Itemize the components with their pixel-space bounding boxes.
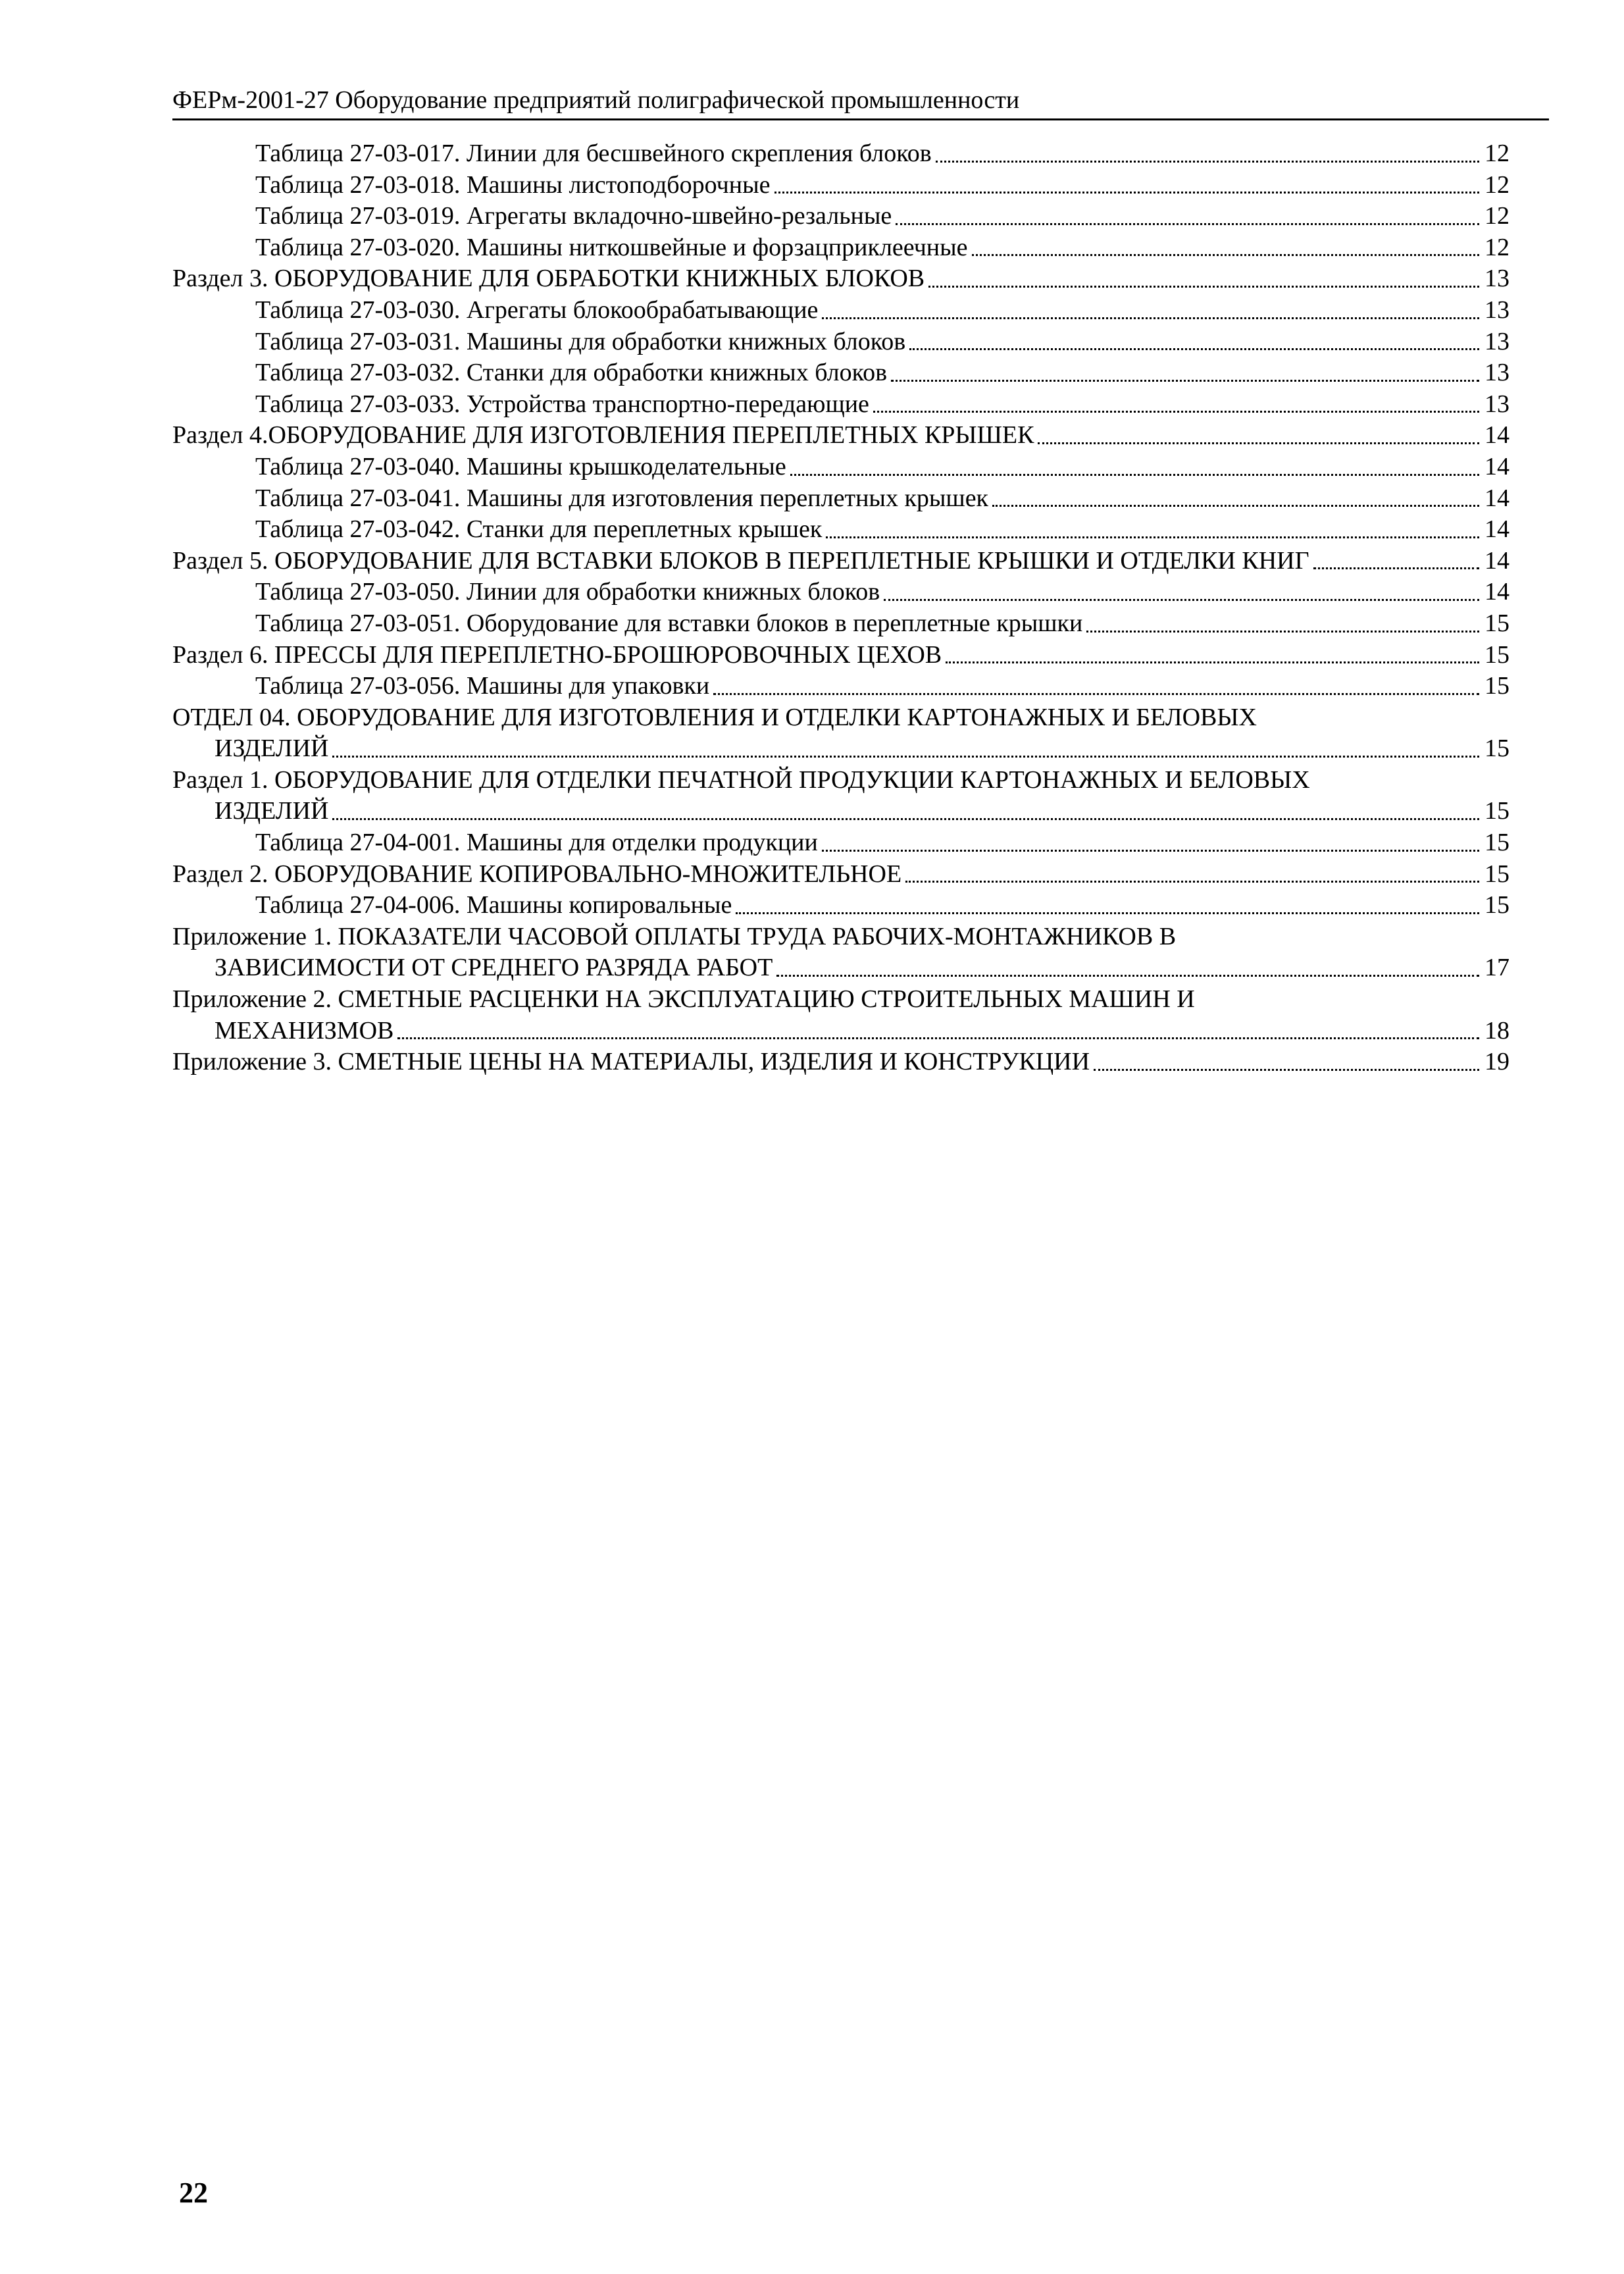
dot-leader <box>736 912 1479 914</box>
dot-leader <box>873 411 1479 413</box>
toc-entry-page: 12 <box>1484 202 1510 230</box>
dot-leader <box>909 348 1479 350</box>
toc-entry-title: Таблица 27-03-017. Линии для бесшвейного скрепления блоков <box>255 140 932 167</box>
toc-entry-title-line2: ИЗДЕЛИЙ <box>215 735 329 763</box>
page-number: 22 <box>179 2177 208 2209</box>
toc-entry-table-27-03-041 <box>172 483 1510 515</box>
toc-entry-page: 19 <box>1484 1048 1510 1076</box>
toc-entry-page: 13 <box>1484 359 1510 387</box>
toc-entry-title: Таблица 27-03-056. Машины для упаковки <box>255 672 710 700</box>
toc-entry-title: Таблица 27-03-031. Машины для обработки книжных блоков <box>255 327 906 355</box>
toc-entry-title: Таблица 27-03-033. Устройства транспортно-передающие <box>255 390 869 418</box>
toc-entry-page: 15 <box>1484 609 1510 637</box>
toc-entry-title: Таблица 27-03-041. Машины для изготовления переплетных крышек <box>255 484 989 512</box>
running-header: ФЕРм-2001-27 Оборудование предприятий полиграфической промышленности <box>172 82 1549 120</box>
toc-entry-page: 18 <box>1484 1016 1510 1045</box>
toc-entry-table-27-03-031 <box>172 326 1510 358</box>
dot-leader <box>1313 567 1479 569</box>
toc-entry-section-6 <box>172 640 1510 671</box>
toc-entry-page: 17 <box>1484 954 1510 982</box>
toc-entry-page: 12 <box>1484 170 1510 199</box>
dot-leader <box>774 192 1480 194</box>
toc-entry-table-27-03-030 <box>172 295 1510 326</box>
dot-leader <box>972 254 1479 256</box>
toc-entry-title: Таблица 27-03-020. Машины ниткошвейные и форзацприклеечные <box>255 233 968 261</box>
dot-leader <box>1086 631 1479 633</box>
toc-entry-section-5 <box>172 546 1510 577</box>
toc-entry-title: Раздел 2. ОБОРУДОВАНИЕ КОПИРОВАЛЬНО-МНОЖИТЕЛЬНОЕ <box>172 860 902 888</box>
toc-entry-appendix-1 <box>172 921 1510 984</box>
toc-entry-table-27-03-042 <box>172 514 1510 546</box>
dot-leader <box>822 850 1479 852</box>
toc-entry-table-27-03-050 <box>172 577 1510 608</box>
toc-entry-table-27-03-020 <box>172 232 1510 264</box>
dot-leader <box>826 536 1479 538</box>
toc-entry-title: Таблица 27-04-001. Машины для отделки продукции <box>255 829 818 857</box>
toc-entry-page: 15 <box>1484 735 1510 763</box>
toc-entry-title: Таблица 27-04-006. Машины копировальные <box>255 891 732 919</box>
toc-entry-title: Таблица 27-03-042. Станки для переплетных крышек <box>255 515 823 544</box>
toc-entry-title-line2: ЗАВИСИМОСТИ ОТ СРЕДНЕГО РАЗРЯДА РАБОТ <box>215 954 773 982</box>
table-of-contents <box>172 138 1510 1078</box>
toc-entry-title-line2: МЕХАНИЗМОВ <box>215 1016 394 1045</box>
dot-leader <box>891 380 1479 382</box>
toc-entry-title: Таблица 27-03-019. Агрегаты вкладочно-швейно-резальные <box>255 202 892 230</box>
toc-entry-title-line2: ИЗДЕЛИЙ <box>215 797 329 825</box>
toc-entry-page: 12 <box>1484 233 1510 261</box>
toc-entry-section-1 <box>172 765 1510 827</box>
dot-leader <box>332 818 1479 820</box>
toc-entry-title: Таблица 27-03-032. Станки для обработки книжных блоков <box>255 359 888 387</box>
toc-entry-title: Раздел 6. ПРЕССЫ ДЛЯ ПЕРЕПЛЕТНО-БРОШЮРОВОЧНЫХ ЦЕХОВ <box>172 640 942 669</box>
toc-entry-title-line1: Приложение 2. СМЕТНЫЕ РАСЦЕНКИ НА ЭКСПЛУАТАЦИЮ СТРОИТЕЛЬНЫХ МАШИН И <box>172 985 1195 1014</box>
dot-leader <box>928 286 1479 288</box>
toc-entry-page: 14 <box>1484 421 1510 450</box>
toc-entry-table-27-03-032 <box>172 357 1510 389</box>
dot-leader <box>776 975 1479 977</box>
toc-entry-table-27-03-051 <box>172 608 1510 640</box>
dot-leader <box>946 661 1479 663</box>
toc-entry-title: Таблица 27-03-018. Машины листоподборочные <box>255 170 771 199</box>
toc-entry-table-27-03-019 <box>172 201 1510 232</box>
toc-entry-appendix-3 <box>172 1047 1510 1078</box>
dot-leader <box>397 1037 1479 1039</box>
dot-leader <box>992 505 1479 507</box>
dot-leader <box>332 756 1479 758</box>
dot-leader <box>896 223 1479 225</box>
toc-entry-page: 14 <box>1484 515 1510 544</box>
toc-entry-page: 15 <box>1484 860 1510 888</box>
toc-entry-table-27-03-033 <box>172 389 1510 421</box>
toc-entry-title: Таблица 27-03-040. Машины крышкоделательные <box>255 452 786 480</box>
toc-entry-page: 15 <box>1484 829 1510 857</box>
dot-leader <box>1094 1069 1479 1071</box>
toc-entry-table-27-03-018 <box>172 170 1510 201</box>
toc-entry-section-4 <box>172 420 1510 452</box>
toc-entry-page: 15 <box>1484 640 1510 669</box>
toc-entry-title: Таблица 27-03-030. Агрегаты блокообрабатывающие <box>255 296 819 324</box>
dot-leader <box>713 693 1479 695</box>
toc-entry-appendix-2 <box>172 984 1510 1047</box>
dot-leader <box>884 599 1479 601</box>
toc-entry-section-3 <box>172 263 1510 295</box>
toc-entry-page: 13 <box>1484 296 1510 324</box>
toc-entry-table-27-03-017 <box>172 138 1510 170</box>
toc-entry-page: 14 <box>1484 452 1510 480</box>
toc-entry-title: Раздел 5. ОБОРУДОВАНИЕ ДЛЯ ВСТАВКИ БЛОКОВ В ПЕРЕПЛЕТНЫЕ КРЫШКИ И ОТДЕЛКИ КНИГ <box>172 546 1309 575</box>
toc-entry-table-27-04-001 <box>172 827 1510 859</box>
dot-leader <box>936 161 1479 163</box>
toc-entry-page: 14 <box>1484 546 1510 575</box>
toc-entry-title: Таблица 27-03-050. Линии для обработки книжных блоков <box>255 578 880 606</box>
dot-leader <box>1038 442 1479 444</box>
toc-entry-title-line1: ОТДЕЛ 04. ОБОРУДОВАНИЕ ДЛЯ ИЗГОТОВЛЕНИЯ И ОТДЕЛКИ КАРТОНАЖНЫХ И БЕЛОВЫХ <box>172 703 1257 731</box>
toc-entry-page: 13 <box>1484 265 1510 293</box>
toc-entry-table-27-03-056 <box>172 671 1510 702</box>
toc-entry-title: Раздел 4.ОБОРУДОВАНИЕ ДЛЯ ИЗГОТОВЛЕНИЯ ПЕРЕПЛЕТНЫХ КРЫШЕК <box>172 421 1034 450</box>
toc-entry-page: 12 <box>1484 140 1510 167</box>
toc-entry-title: Приложение 3. СМЕТНЫЕ ЦЕНЫ НА МАТЕРИАЛЫ, ИЗДЕЛИЯ И КОНСТРУКЦИИ <box>172 1048 1090 1076</box>
toc-entry-page: 15 <box>1484 891 1510 919</box>
toc-entry-page: 13 <box>1484 390 1510 418</box>
toc-entry-page: 14 <box>1484 578 1510 606</box>
dot-leader <box>822 317 1479 319</box>
toc-entry-page: 13 <box>1484 327 1510 355</box>
dot-leader <box>790 474 1479 476</box>
toc-entry-title: Таблица 27-03-051. Оборудование для вставки блоков в переплетные крышки <box>255 609 1083 637</box>
toc-entry-department-04 <box>172 702 1510 765</box>
toc-entry-section-2 <box>172 859 1510 891</box>
toc-entry-table-27-03-040 <box>172 452 1510 483</box>
dot-leader <box>905 881 1479 883</box>
toc-entry-page: 15 <box>1484 797 1510 825</box>
toc-entry-title-line1: Раздел 1. ОБОРУДОВАНИЕ ДЛЯ ОТДЕЛКИ ПЕЧАТНОЙ ПРОДУКЦИИ КАРТОНАЖНЫХ И БЕЛОВЫХ <box>172 765 1310 794</box>
toc-entry-page: 15 <box>1484 672 1510 700</box>
toc-entry-table-27-04-006 <box>172 890 1510 921</box>
toc-entry-title: Раздел 3. ОБОРУДОВАНИЕ ДЛЯ ОБРАБОТКИ КНИЖНЫХ БЛОКОВ <box>172 265 925 293</box>
toc-entry-page: 14 <box>1484 484 1510 512</box>
toc-entry-title-line1: Приложение 1. ПОКАЗАТЕЛИ ЧАСОВОЙ ОПЛАТЫ ТРУДА РАБОЧИХ-МОНТАЖНИКОВ В <box>172 922 1177 950</box>
